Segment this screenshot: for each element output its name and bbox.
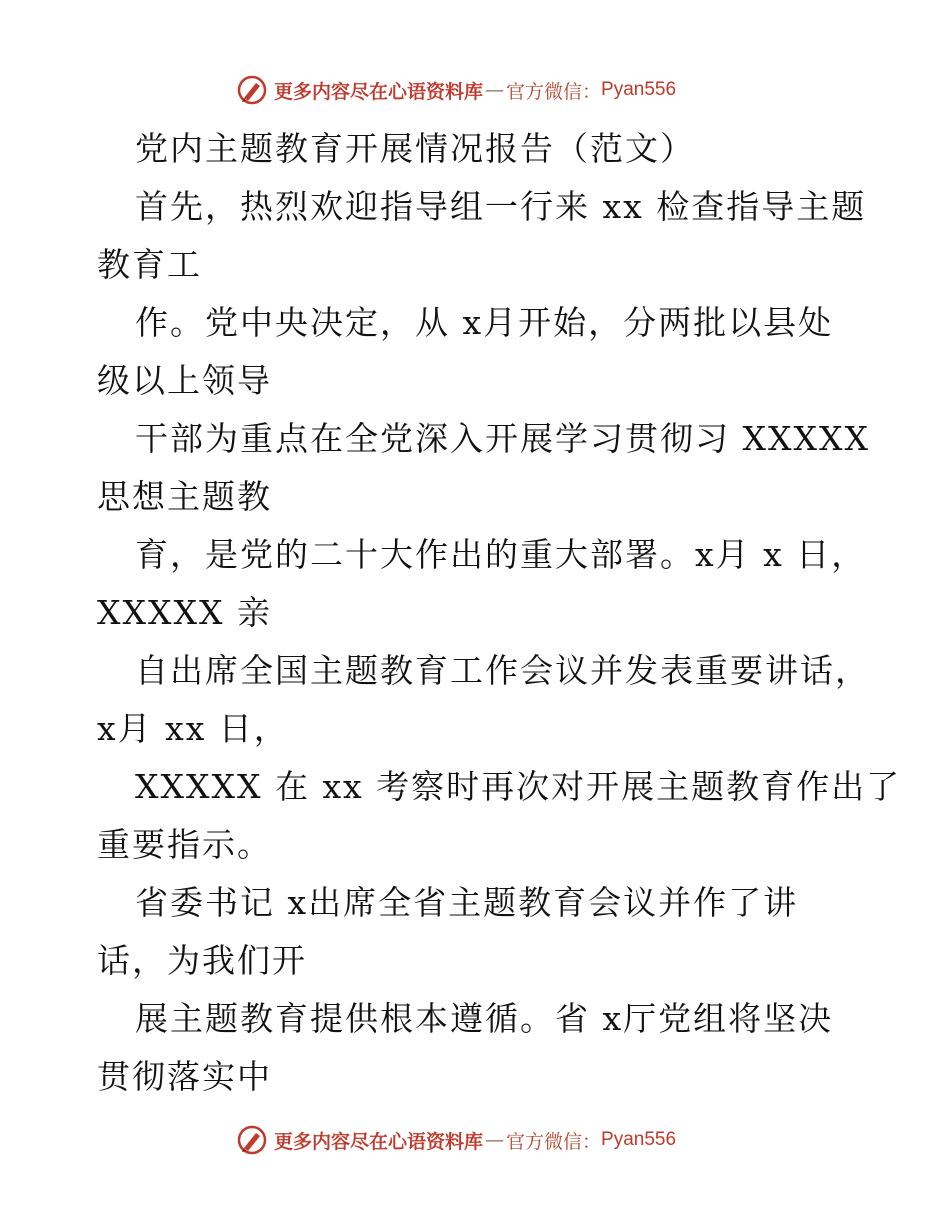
document-body: [97, 120, 902, 1106]
watermark-wechat-id: Pyan556: [601, 1129, 677, 1150]
text-line: 重要指示。: [97, 825, 272, 864]
footer-watermark: [236, 1120, 796, 1160]
watermark-main-text: 更多内容尽在心语资料库: [274, 1130, 484, 1153]
text-line: 话，为我们开: [97, 941, 307, 980]
watermark-wechat-label: 官方微信：: [506, 80, 602, 103]
watermark-dash: —: [485, 1129, 505, 1151]
text-line: 干部为重点在全党深入开展学习贯彻习 XXXXX: [135, 419, 870, 458]
text-line: 育，是党的二十大作出的重大部署。x月 x 日，: [135, 535, 867, 574]
text-line: XXXXX 亲: [97, 593, 272, 632]
text-line: 自出席全国主题教育工作会议并发表重要讲话，: [135, 651, 870, 690]
text-line: 思想主题教: [97, 477, 272, 516]
watermark-main-text: 更多内容尽在心语资料库: [274, 80, 484, 103]
pen-logo-icon: [236, 1124, 268, 1156]
text-line: 首先，热烈欢迎指导组一行来 xx 检查指导主题: [135, 187, 867, 226]
document-title: 党内主题教育开展情况报告（范文）: [135, 129, 695, 168]
text-line: 级以上领导: [97, 361, 272, 400]
header-watermark: [236, 70, 796, 110]
text-line: 省委书记 x出席全省主题教育会议并作了讲: [135, 883, 799, 922]
watermark-wechat-label: 官方微信：: [506, 1130, 602, 1153]
watermark-wechat-id: Pyan556: [601, 79, 677, 100]
watermark-dash: —: [485, 79, 505, 101]
text-line: 展主题教育提供根本遵循。省 x厅党组将坚决: [135, 999, 834, 1038]
text-line: x月 xx 日，: [97, 709, 289, 748]
pen-logo-icon: [236, 74, 268, 106]
text-line: XXXXX 在 xx 考察时再次对开展主题教育作出了: [135, 767, 902, 806]
text-line: 教育工: [97, 245, 202, 284]
text-line: 作。党中央决定，从 x月开始，分两批以县处: [135, 303, 834, 342]
text-line: 贯彻落实中: [97, 1057, 272, 1096]
